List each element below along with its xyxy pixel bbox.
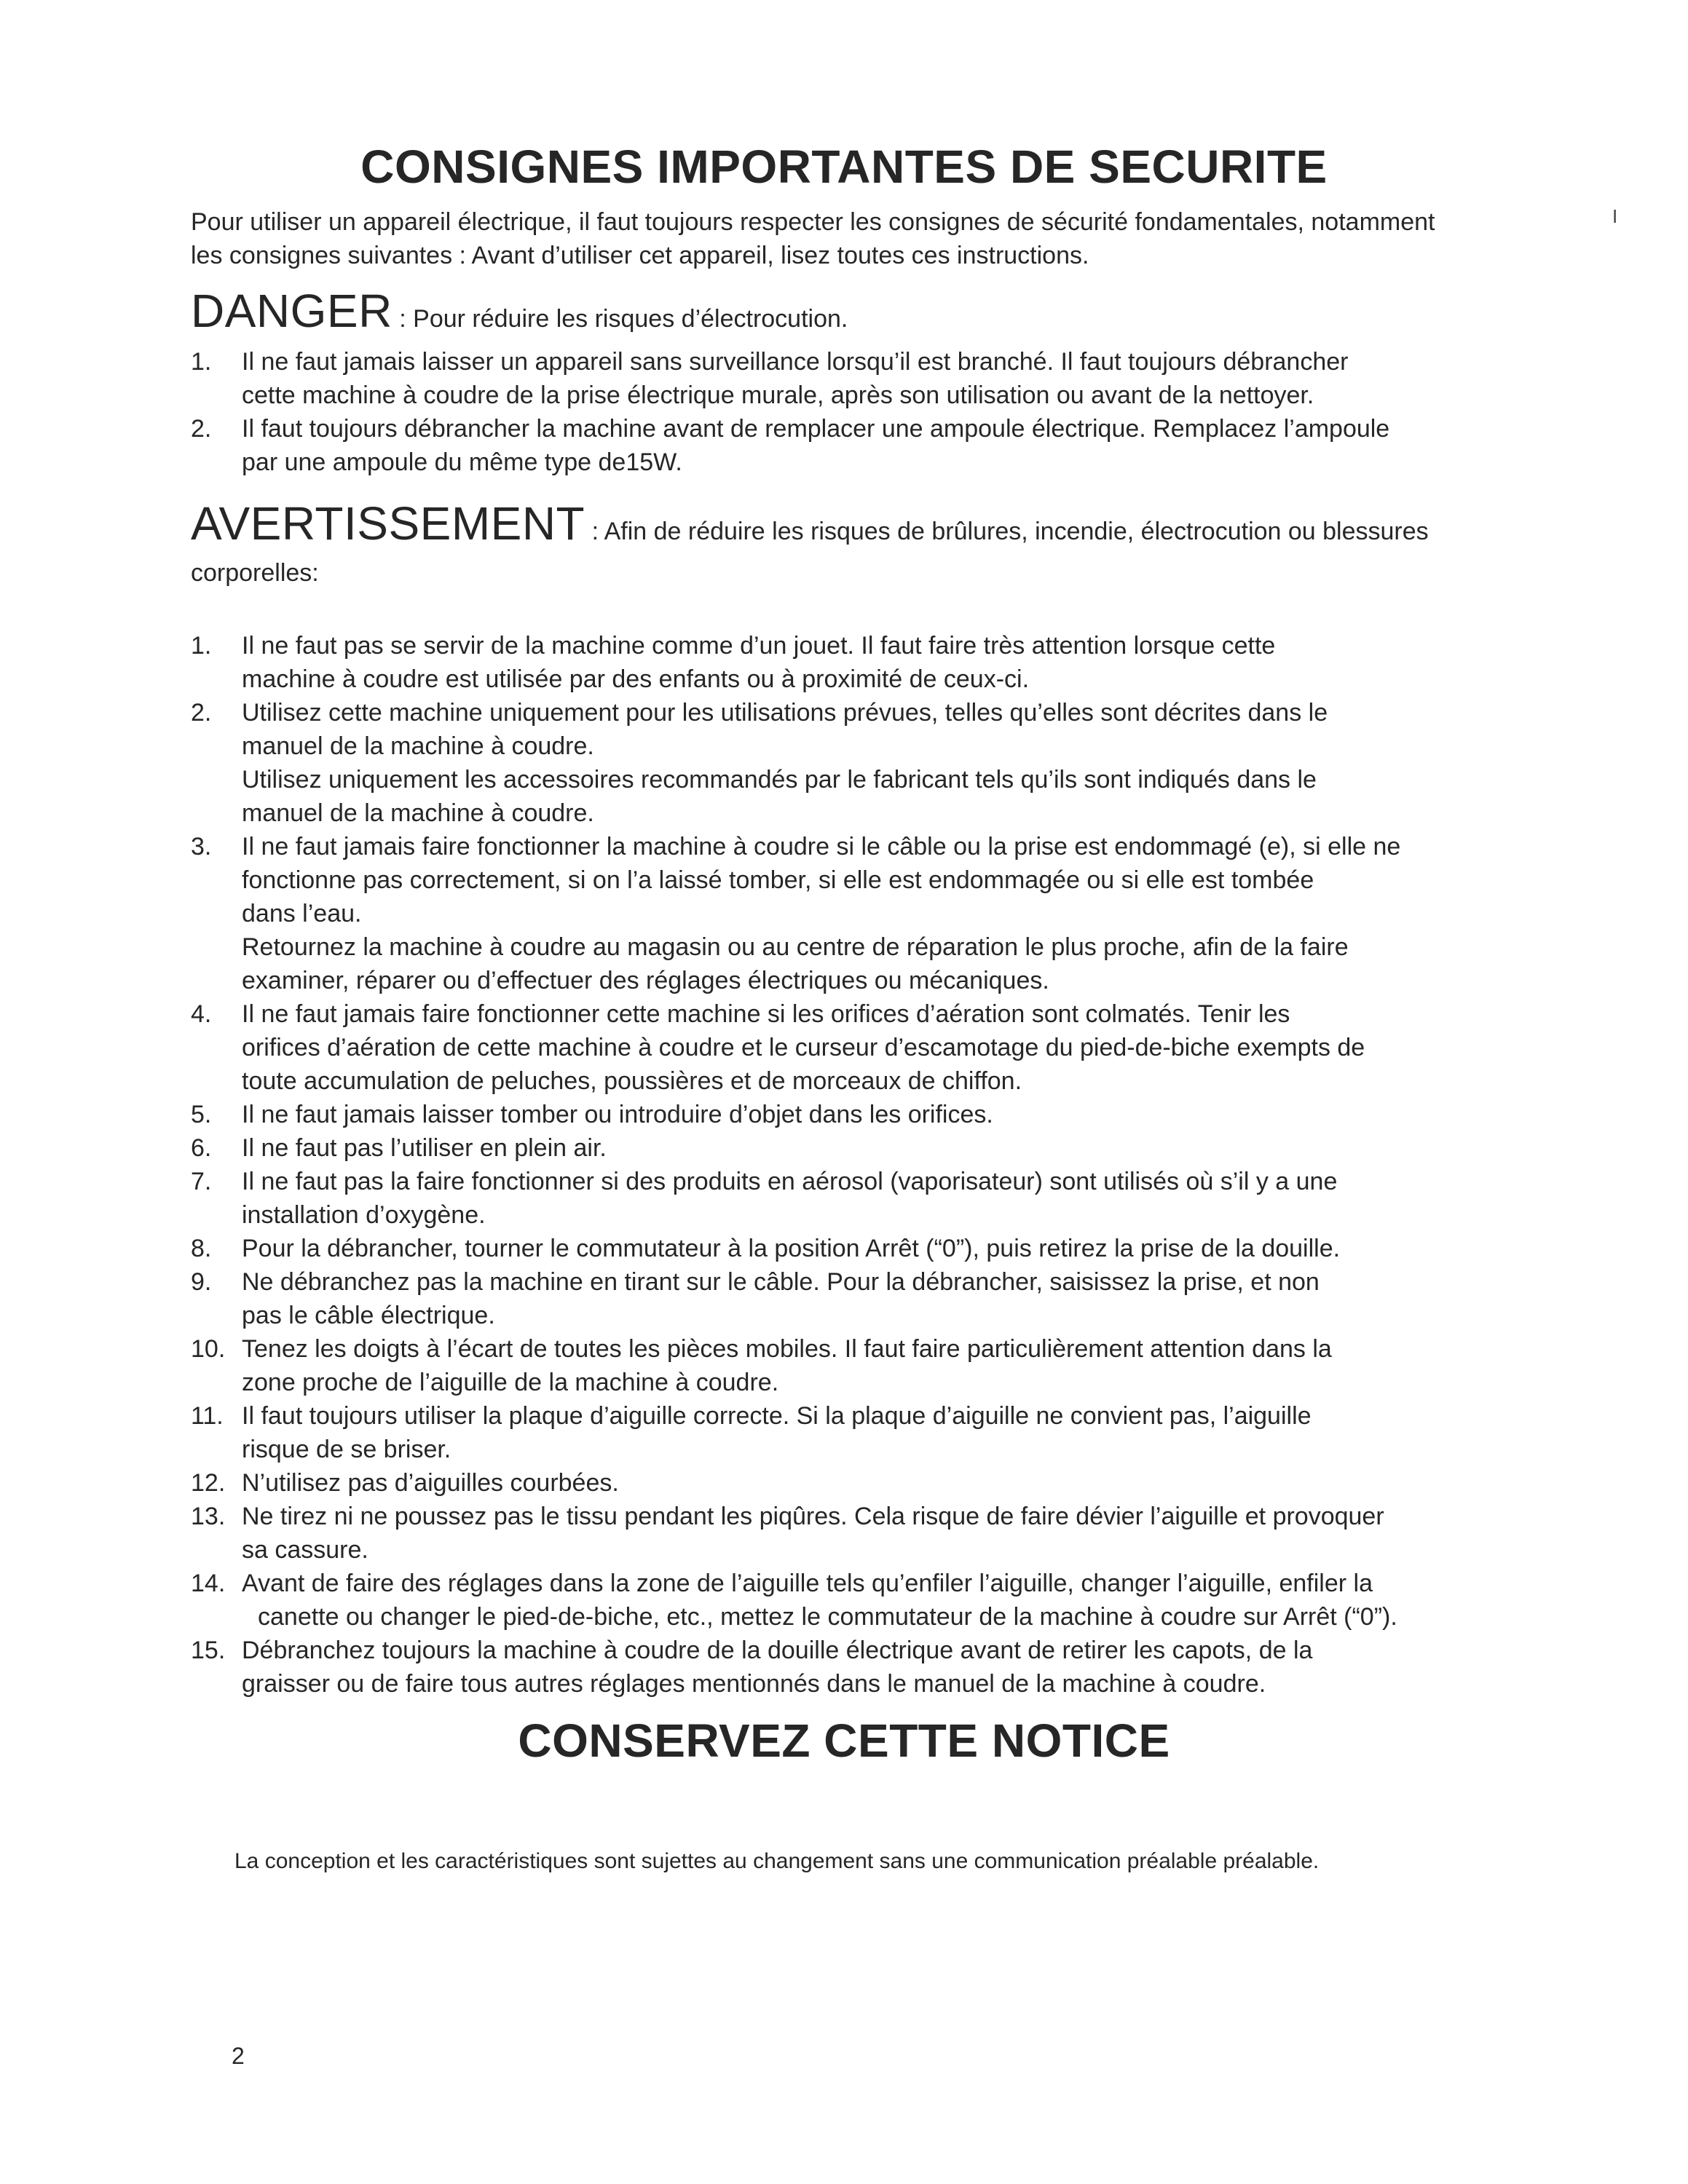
list-item-line: Ne débranchez pas la machine en tirant sur le câble. Pour la débrancher, saisissez la prise, et non	[242, 1268, 1320, 1296]
closing-heading: CONSERVEZ CETTE NOTICE	[518, 1714, 1170, 1767]
list-item-line: par une ampoule du même type de15W.	[242, 448, 682, 476]
list-item-line: machine à coudre est utilisée par des enfants ou à proximité de ceux-ci.	[242, 665, 1030, 693]
list-item	[191, 1567, 1545, 1634]
list-item	[191, 1332, 1545, 1399]
list-item-line: Il ne faut jamais laisser tomber ou introduire d’objet dans les orifices.	[242, 1101, 993, 1128]
danger-label: DANGER	[191, 285, 393, 337]
list-item	[191, 412, 1545, 479]
avertissement-text: : Afin de réduire les risques de brûlures, incendie, électrocution ou blessures	[585, 518, 1429, 545]
danger-list	[191, 345, 1545, 479]
list-item-line: installation d’oxygène.	[242, 1201, 486, 1229]
avertissement-list	[191, 629, 1545, 1701]
list-item-line: Il ne faut pas l’utiliser en plein air.	[242, 1134, 607, 1162]
list-item	[191, 1634, 1545, 1701]
list-item-line: orifices d’aération de cette machine à coudre et le curseur d’escamotage du pied-de-biche exempts de	[242, 1034, 1365, 1061]
intro-line: les consignes suivantes : Avant d’utiliser cet appareil, lisez toutes ces instructions.	[191, 242, 1089, 269]
list-item-line: Tenez les doigts à l’écart de toutes les pièces mobiles. Il faut faire particulièrement attention dans la	[242, 1335, 1332, 1363]
list-item-line: sa cassure.	[242, 1536, 368, 1564]
list-item-number: 7.	[191, 1168, 212, 1195]
danger-text: : Pour réduire les risques d’électrocution.	[392, 305, 848, 333]
avertissement-heading	[191, 499, 1545, 590]
list-item	[191, 1500, 1545, 1567]
list-item-line: Pour la débrancher, tourner le commutateur à la position Arrêt (“0”), puis retirez la prise de la douille.	[242, 1235, 1341, 1262]
list-item	[191, 830, 1545, 997]
list-item-number: 9.	[191, 1268, 212, 1296]
list-item-number: 12.	[191, 1469, 226, 1497]
list-item-number: 15.	[191, 1637, 226, 1664]
list-item-line: zone proche de l’aiguille de la machine à coudre.	[242, 1369, 779, 1396]
list-item-line: examiner, réparer ou d’effectuer des réglages électriques ou mécaniques.	[242, 967, 1049, 994]
list-item	[191, 1165, 1545, 1232]
list-item-line: canette ou changer le pied-de-biche, etc., mettez le commutateur de la machine à coudre sur Arrêt (“0”).	[258, 1603, 1397, 1631]
list-item-number: 4.	[191, 1000, 212, 1028]
list-item-number: 5.	[191, 1101, 212, 1128]
avertissement-text-cont: corporelles:	[191, 559, 319, 587]
list-item-line: Ne tirez ni ne poussez pas le tissu pendant les piqûres. Cela risque de faire dévier l’aiguille et provoquer	[242, 1503, 1384, 1530]
list-item-line: cette machine à coudre de la prise électrique murale, après son utilisation ou avant de la nettoyer.	[242, 381, 1314, 409]
list-item	[191, 1466, 1545, 1500]
intro-paragraph	[191, 205, 1502, 272]
list-item-line: N’utilisez pas d’aiguilles courbées.	[242, 1469, 619, 1497]
list-item-line: Il ne faut pas la faire fonctionner si des produits en aérosol (vaporisateur) sont utilisés où s’il y a une	[242, 1168, 1338, 1195]
list-item-line: toute accumulation de peluches, poussières et de morceaux de chiffon.	[242, 1067, 1022, 1095]
list-item-line: Il faut toujours utiliser la plaque d’aiguille correcte. Si la plaque d’aiguille ne convient pas, l’aiguille	[242, 1402, 1312, 1430]
list-item-line: manuel de la machine à coudre.	[242, 732, 594, 760]
list-item	[191, 1098, 1545, 1131]
list-item	[191, 997, 1545, 1098]
list-item-number: 1.	[191, 632, 212, 660]
list-item-number: 14.	[191, 1570, 226, 1597]
list-item	[191, 345, 1545, 412]
list-item-line: pas le câble électrique.	[242, 1302, 495, 1329]
page-title: CONSIGNES IMPORTANTES DE SECURITE	[360, 141, 1328, 193]
intro-line: Pour utiliser un appareil électrique, il faut toujours respecter les consignes de sécurité fondamentales, notamment	[191, 208, 1435, 236]
list-item	[191, 629, 1545, 696]
list-item	[191, 1232, 1545, 1265]
list-item-number: 11.	[191, 1402, 224, 1430]
list-item-line: Utilisez cette machine uniquement pour les utilisations prévues, telles qu’elles sont décrites dans le	[242, 699, 1328, 727]
list-item-line: Il ne faut pas se servir de la machine comme d’un jouet. Il faut faire très attention lorsque cette	[242, 632, 1276, 660]
page-number: 2	[232, 2043, 245, 2069]
list-item-line: fonctionne pas correctement, si on l’a laissé tomber, si elle est endommagée ou si elle est tombée	[242, 866, 1314, 894]
list-item	[191, 696, 1545, 830]
list-item	[191, 1265, 1545, 1332]
list-item-line: Il ne faut jamais laisser un appareil sans surveillance lorsqu’il est branché. Il faut toujours débrancher	[242, 348, 1349, 376]
list-item-line: manuel de la machine à coudre.	[242, 799, 594, 827]
list-item-line: Il ne faut jamais faire fonctionner cette machine si les orifices d’aération sont colmatés. Tenir les	[242, 1000, 1290, 1028]
list-item-line: graisser ou de faire tous autres réglages mentionnés dans le manuel de la machine à coudre.	[242, 1670, 1266, 1698]
list-item-number: 2.	[191, 415, 212, 443]
list-item-line: Avant de faire des réglages dans la zone de l’aiguille tels qu’enfiler l’aiguille, changer l’aiguille, enfiler la	[242, 1570, 1373, 1597]
list-item-number: 1.	[191, 348, 212, 376]
list-item-line: Retournez la machine à coudre au magasin ou au centre de réparation le plus proche, afin de la faire	[242, 933, 1349, 961]
list-item-number: 6.	[191, 1134, 212, 1162]
footnote: La conception et les caractéristiques sont sujettes au changement sans une communication préalable préalable.	[234, 1849, 1320, 1873]
list-item	[191, 1131, 1545, 1165]
list-item-number: 3.	[191, 833, 212, 860]
danger-heading	[191, 284, 1545, 338]
list-item-line: Débranchez toujours la machine à coudre de la douille électrique avant de retirer les capots, de la	[242, 1637, 1313, 1664]
list-item-line: Utilisez uniquement les accessoires recommandés par le fabricant tels qu’ils sont indiqués dans le	[242, 766, 1317, 794]
margin-mark: I	[1612, 205, 1618, 227]
list-item-line: Il faut toujours débrancher la machine avant de remplacer une ampoule électrique. Remplacez l’ampoule	[242, 415, 1390, 443]
list-item-number: 2.	[191, 699, 212, 727]
list-item-line: Il ne faut jamais faire fonctionner la machine à coudre si le câble ou la prise est endommagé (e), si elle ne	[242, 833, 1401, 860]
list-item-line: dans l’eau.	[242, 900, 362, 927]
list-item-number: 10.	[191, 1335, 226, 1363]
list-item-number: 8.	[191, 1235, 212, 1262]
list-item	[191, 1399, 1545, 1466]
list-item-line: risque de se briser.	[242, 1436, 451, 1463]
list-item-number: 13.	[191, 1503, 226, 1530]
avertissement-label: AVERTISSEMENT	[191, 497, 585, 550]
